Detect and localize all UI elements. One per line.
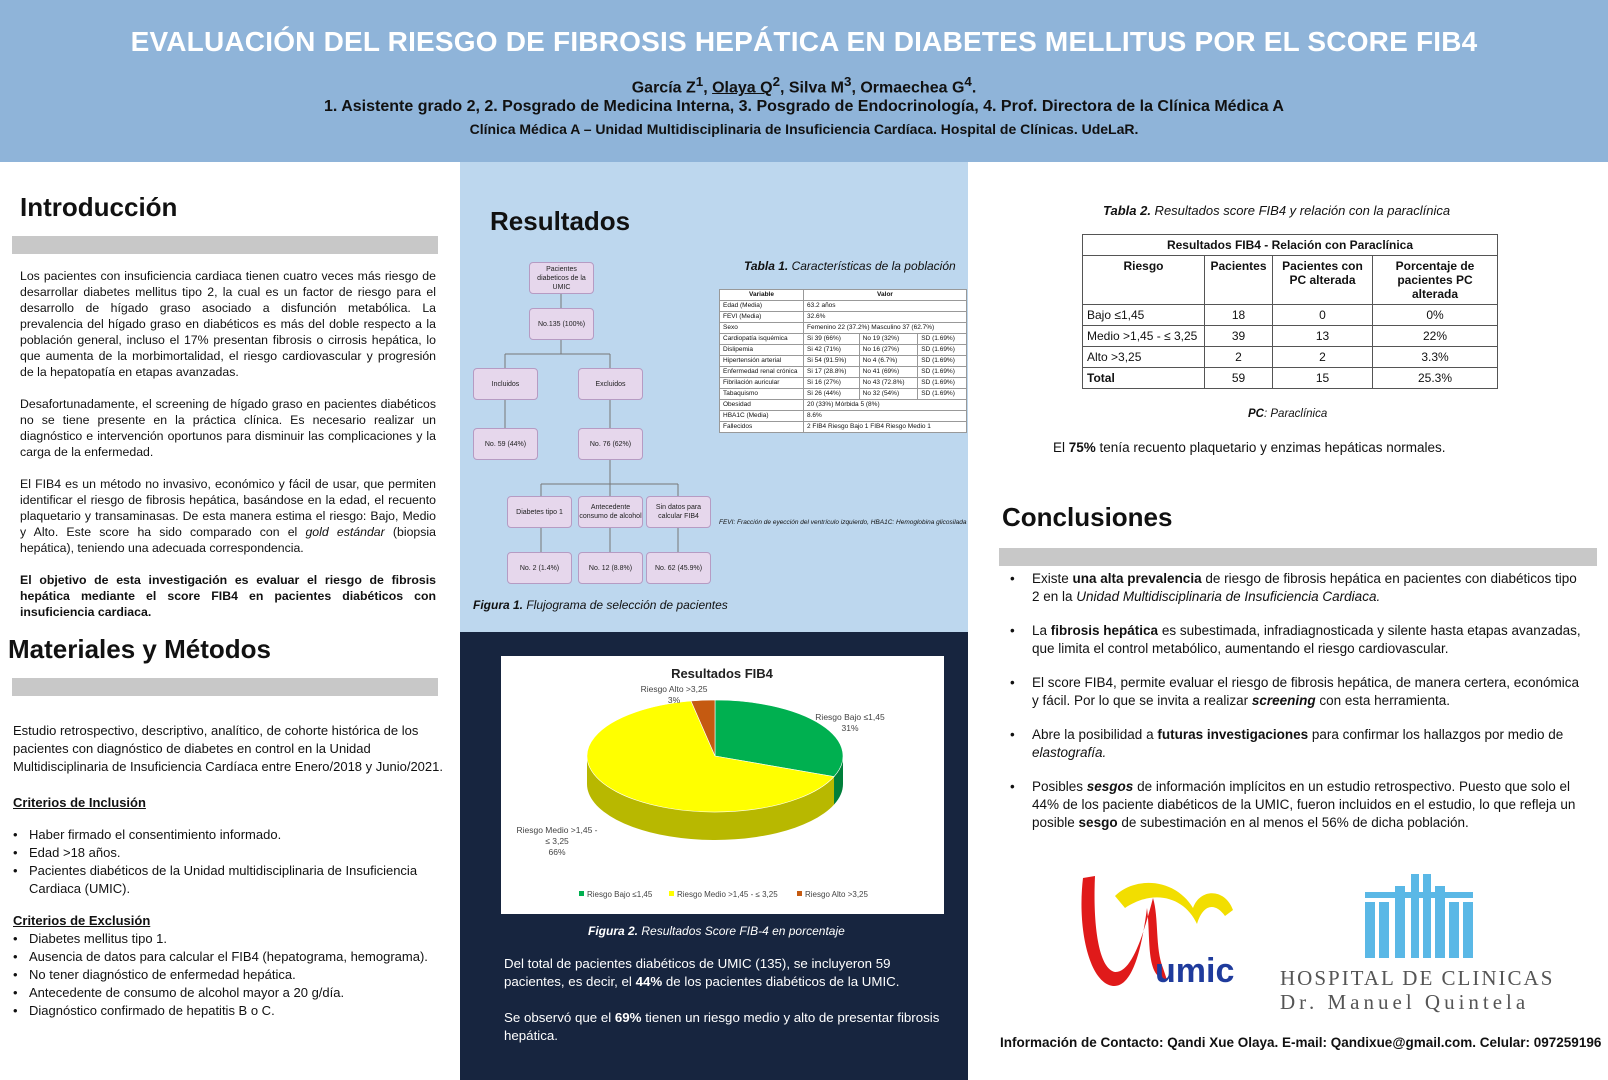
table-row: FEVI (Media) 32.6% bbox=[720, 312, 967, 323]
list-item: • La fibrosis hepática es subestimada, infradiagnosticada y silente hasta etapas avanzadas, que limita el control metabólico, aumentando el riesgo cardiovascular. bbox=[1010, 622, 1588, 658]
table-1-note: FEVI: Fracción de eyección del ventrículo izquierdo, HBA1C: Hemoglobina glicosilada bbox=[719, 519, 967, 526]
table-row: Cardiopatía isquémica Si 39 (66%) No 19 (32%) SD (1.69%) bbox=[720, 334, 967, 345]
table-row: Sexo Femenino 22 (37.2%) Masculino 37 (62.7%) bbox=[720, 323, 967, 334]
table-1-caption: Tabla 1. Características de la población bbox=[744, 259, 956, 273]
results-title: Resultados bbox=[490, 206, 631, 236]
conclusions-list bbox=[1010, 570, 1588, 848]
data-label-value-2: 3% bbox=[667, 695, 681, 705]
legend-swatch-0 bbox=[579, 891, 584, 896]
chart-title: Resultados FIB4 bbox=[671, 666, 773, 681]
intro-objective: El objetivo de esta investigación es evaluar el riesgo de fibrosis hepática mediante el score FIB4 en pacientes diabéticos con insuficiencia cardiaca. bbox=[20, 573, 436, 619]
data-label-category-1b: ≤ 3,25 bbox=[545, 836, 569, 846]
flow-box-no-data: Sin datos para calcular FIB4 bbox=[646, 496, 711, 528]
table-2-note: PC: Paraclínica bbox=[1248, 408, 1328, 420]
table-row: Alto >3,25 2 2 3.3% bbox=[1083, 347, 1498, 368]
list-item: • Diagnóstico confirmado de hepatitis B o C. bbox=[13, 1002, 445, 1020]
list-item: • Posibles sesgos de información implícitos en un estudio retrospectivo. Puesto que solo el 44% de los paciente diabéticos de la UMIC, fueron incluidos en el estudio, lo que refleja un posible sesgo de subestimación en al menos el 56% de dicha población. bbox=[1010, 778, 1588, 832]
legend-swatch-2 bbox=[797, 891, 802, 896]
list-item: • Pacientes diabéticos de la Unidad multidisciplinaria de Insuficiencia Cardiaca (UMIC). bbox=[13, 862, 445, 898]
summary-paragraph-2: Se observó que el 69% tienen un riesgo medio y alto de presentar fibrosis hepática. bbox=[504, 1010, 940, 1043]
methods-description: Estudio retrospectivo, descriptivo, analítico, de cohorte histórica de los pacientes con diagnóstico de diabetes en control en la Unidad Multidisciplinaria de Insuficiencia Cardíaca entre Enero/2018 y Junio/2021. bbox=[13, 723, 443, 774]
umic-logo-yellow-shape bbox=[1115, 883, 1233, 924]
inclusion-list bbox=[13, 826, 445, 898]
flow-box-alcohol-n: No. 12 (8.8%) bbox=[578, 552, 643, 584]
flow-box-included-n: No. 59 (44%) bbox=[473, 428, 538, 460]
table-2-caption: Tabla 2. Resultados score FIB4 y relación con la paraclínica bbox=[1103, 203, 1451, 218]
legend-label-1: Riesgo Medio >1,45 - ≤ 3,25 bbox=[677, 890, 778, 899]
table-2: Resultados FIB4 - Relación con Paraclínica Riesgo Pacientes Pacientes con PC alterada Porcentaje de pacientes PC alterada Bajo ≤1,45 18 0 0% Medio >1,45 - ≤ 3,25 39 13 22% Alto >3,25 2 2 3.3% Total 59 15 25.3% bbox=[1082, 234, 1498, 389]
list-item: • Abre la posibilidad a futuras investigaciones para confirmar los hallazgos por medio de elastografía. bbox=[1010, 726, 1588, 762]
table-row: HBA1C (Media) 8.6% bbox=[720, 411, 967, 422]
flow-box-no-data-n: No. 62 (45.9%) bbox=[646, 552, 711, 584]
authors-line: García $Z^1$, Olaya $Q^2$, Silva $M^3$, Ormaechea $G^4$. bbox=[631, 74, 977, 97]
flow-box-dm1: Diabetes tipo 1 bbox=[507, 496, 572, 528]
legend-label-2: Riesgo Alto >3,25 bbox=[805, 890, 868, 899]
author-2: Olaya Q bbox=[712, 79, 773, 97]
hospital-logo-line-1: HOSPITAL DE CLINICAS bbox=[1280, 966, 1555, 990]
institution: Clínica Médica A – Unidad Multidisciplinaria de Insuficiencia Cardíaca. Hospital de Clínicas. UdeLaR. bbox=[469, 121, 1139, 137]
methods-body bbox=[13, 722, 445, 1020]
author-1: García Z bbox=[631, 79, 696, 97]
table-row: Total 59 15 25.3% bbox=[1083, 368, 1498, 389]
exclusion-title: Criterios de Exclusión bbox=[13, 913, 151, 928]
table-row: Fibrilación auricular Si 16 (27%) No 43 (72.8%) SD (1.69%) bbox=[720, 378, 967, 389]
summary-paragraph-1: Del total de pacientes diabéticos de UMIC (135), se incluyeron 59 pacientes, es decir, el 44% de los pacientes diabéticos de la UMIC. bbox=[504, 956, 900, 989]
data-label-category-0: Riesgo Bajo ≤1,45 bbox=[815, 712, 885, 722]
intro-body bbox=[20, 268, 436, 636]
hospital-logo-line-2: Dr. Manuel Quintela bbox=[1280, 990, 1530, 1014]
poster-title: EVALUACIÓN DEL RIESGO DE FIBROSIS HEPÁTICA EN DIABETES MELLITUS POR EL SCORE FIB4 bbox=[130, 26, 1478, 57]
flow-box-total: No.135 (100%) bbox=[529, 308, 594, 340]
methods-title: Materiales y Métodos bbox=[8, 634, 271, 664]
flow-box-excluded: Excluidos bbox=[578, 368, 643, 400]
inclusion-title: Criterios de Inclusión bbox=[13, 795, 146, 810]
left-column bbox=[0, 162, 460, 1080]
flow-box-root: Pacientes diabeticos de la UMIC bbox=[529, 262, 594, 294]
conclusions-title: Conclusiones bbox=[1002, 502, 1173, 532]
affiliations: 1. Asistente grado 2, 2. Posgrado de Medicina Interna, 3. Posgrado de Endocrinología, 4. Prof. Directora de la Clínica Médica A bbox=[324, 98, 1284, 115]
fib4-chart bbox=[501, 656, 944, 914]
intro-title: Introducción bbox=[20, 192, 178, 222]
figure-1-caption: Figura 1. Flujograma de selección de pacientes bbox=[473, 598, 728, 612]
figure-2-caption: Figura 2. Resultados Score FIB-4 en porcentaje bbox=[588, 924, 845, 938]
table-row: Obesidad 20 (33%) Mórbida 5 (8%) bbox=[720, 400, 967, 411]
data-label-category-2: Riesgo Alto >3,25 bbox=[640, 684, 708, 694]
list-item: • Ausencia de datos para calcular el FIB4 (hepatograma, hemograma). bbox=[13, 948, 445, 966]
legend-swatch-1 bbox=[669, 891, 674, 896]
table-1: Variable Valor Edad (Media) 63.2 años FEVI (Media) 32.6% Sexo Femenino 22 (37.2%) Masculino 37 (62.7%) Cardiopatía isquémica Si 39 (66%) No 19 (32%) SD (1.69%) Dislipemia Si 42 (71%) No 16 (27%) SD (1.69%) Hipertensión arterial Si 54 (91.5%) No 4 (6.7%) SD (1.69%) Enfermedad renal crónica Si 17 (28.8%) No 41 (69%) SD (1.69%) Fibrilación auricular Si 16 (27%) No 43 (72.8%) SD (1.69%) Tabaquismo Si 26 (44%) No 32 (54%) SD (1.69%) Obesidad 20 (33%) Mórbida 5 (8%) HBA1C (Media) 8.6% Fallecidos 2 FIB4 Riesgo Bajo 1 FIB4 Riesgo Medio 1 bbox=[719, 289, 967, 433]
legend-label-0: Riesgo Bajo ≤1,45 bbox=[587, 890, 653, 899]
results-summary bbox=[504, 955, 944, 1063]
table-row: Bajo ≤1,45 18 0 0% bbox=[1083, 305, 1498, 326]
table-row: Medio >1,45 - ≤ 3,25 39 13 22% bbox=[1083, 326, 1498, 347]
flow-box-included: Incluidos bbox=[473, 368, 538, 400]
flow-box-alcohol: Antecedente consumo de alcohol bbox=[578, 496, 643, 528]
author-4: Ormaechea G bbox=[860, 79, 965, 97]
list-item: • Edad >18 años. bbox=[13, 844, 445, 862]
platelet-note: El 75% tenía recuento plaquetario y enzimas hepáticas normales. bbox=[1053, 440, 1446, 455]
methods-divider bbox=[12, 678, 438, 696]
exclusion-list bbox=[13, 930, 445, 1020]
table-row: Enfermedad renal crónica Si 17 (28.8%) No 41 (69%) SD (1.69%) bbox=[720, 367, 967, 378]
intro-paragraph-1: Los pacientes con insuficiencia cardiaca tienen cuatro veces más riesgo de desarrollar diabetes mellitus tipo 2, la cual es un factor de riesgo para el desarrollo de hígado graso asociado a disfunción metabólica. La prevalencia del hígado graso en diabéticos es más del doble respecto a la población general, incluso el 17% presentan fibrosis o cirrosis hepática, lo que aumenta de la morbimortalidad, el riesgo cardiovascular y progresión de la hepatopatía en etapas avanzadas. bbox=[20, 269, 436, 379]
table-row: Hipertensión arterial Si 54 (91.5%) No 4 (6.7%) SD (1.69%) bbox=[720, 356, 967, 367]
umic-logo bbox=[1075, 868, 1235, 998]
data-label-value-1: 66% bbox=[548, 847, 566, 857]
fib4-pie-chart bbox=[501, 656, 944, 914]
list-item: • No tener diagnóstico de enfermedad hepática. bbox=[13, 966, 445, 984]
table-row: Edad (Media) 63.2 años bbox=[720, 301, 967, 312]
table-row: Fallecidos 2 FIB4 Riesgo Bajo 1 FIB4 Riesgo Medio 1 bbox=[720, 422, 967, 433]
author-3: Silva M bbox=[788, 79, 845, 97]
list-item: • Diabetes mellitus tipo 1. bbox=[13, 930, 445, 948]
list-item: • Existe una alta prevalencia de riesgo de fibrosis hepática en pacientes con diabéticos tipo 2 en la Unidad Multidisciplinaria de Insuficiencia Cardiaca. bbox=[1010, 570, 1588, 606]
intro-paragraph-2: Desafortunadamente, el screening de hígado graso en pacientes diabéticos no se tiene presente en la práctica clínica. Es necesario realizar un diagnóstico e intervención oportunos para disminuir las complicaciones y la carga de la enfermedad. bbox=[20, 397, 436, 459]
list-item: • Haber firmado el consentimiento informado. bbox=[13, 826, 445, 844]
data-label-value-0: 31% bbox=[841, 723, 859, 733]
intro-paragraph-3: El FIB4 es un método no invasivo, económico y fácil de usar, que permiten identificar el riesgo de fibrosis hepática, basándose en la edad, el recuento plaquetario y transaminasas. De esta manera estima el riesgo: Bajo, Medio y Alto. Este score ha sido comparado con el gold estándar (biopsia hepática), teniendo una adecuada correspondencia. bbox=[20, 477, 436, 555]
flow-box-dm1-n: No. 2 (1.4%) bbox=[507, 552, 572, 584]
hospital-logo-icon bbox=[1365, 872, 1475, 960]
contact-info: Información de Contacto: Qandi Xue Olaya. E-mail: Qandixue@gmail.com. Celular: 097259196 bbox=[1000, 1035, 1602, 1050]
list-item: • Antecedente de consumo de alcohol mayor a 20 g/día. bbox=[13, 984, 445, 1002]
umic-logo-text: umic bbox=[1155, 952, 1235, 990]
table-row: Dislipemia Si 42 (71%) No 16 (27%) SD (1.69%) bbox=[720, 345, 967, 356]
flow-box-excluded-n: No. 76 (62%) bbox=[578, 428, 643, 460]
table-row: Tabaquismo Si 26 (44%) No 32 (54%) SD (1.69%) bbox=[720, 389, 967, 400]
data-label-category-1: Riesgo Medio >1,45 - bbox=[516, 825, 598, 835]
conclusions-divider bbox=[999, 548, 1597, 566]
poster-header bbox=[0, 0, 1608, 162]
list-item: • El score FIB4, permite evaluar el riesgo de fibrosis hepática, de manera certera, económica y fácil. Por lo que se invita a realizar screening con esta herramienta. bbox=[1010, 674, 1588, 710]
intro-divider bbox=[12, 236, 438, 254]
